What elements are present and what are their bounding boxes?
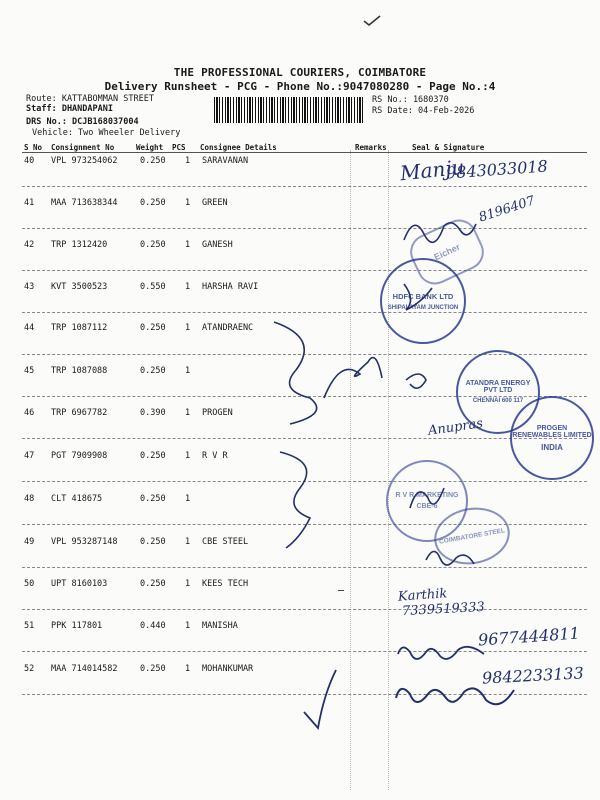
row-sno: 50 (24, 579, 35, 589)
check-mark-icon (362, 14, 382, 28)
signature-mohankumar-phone: 9842233133 (481, 663, 585, 688)
row-sno: 44 (24, 323, 35, 333)
row-consignment: KVT 3500523 (51, 282, 108, 292)
row-pcs: 1 (185, 366, 191, 376)
row-divider (22, 270, 587, 271)
company-title: THE PROFESSIONAL COURIERS, COIMBATORE (173, 66, 427, 79)
row-pcs: 1 (185, 240, 191, 250)
cbe-steel-stamp-text: COIMBATORE STEEL (438, 526, 506, 546)
handwritten-scribble (250, 318, 450, 428)
row-pcs: 1 (185, 408, 191, 418)
row-pcs: 1 (185, 451, 191, 461)
handwritten-signature (390, 678, 520, 718)
header-divider (22, 152, 587, 153)
row-weight: 0.250 (140, 156, 166, 166)
row-divider (22, 567, 587, 568)
row-sno: 48 (24, 494, 35, 504)
row-divider (22, 651, 587, 652)
row-weight: 0.250 (140, 451, 166, 461)
rs-number: RS No.: 1680370 (372, 95, 449, 105)
col-weight: Weight (136, 143, 164, 152)
rvr-stamp-code: CBE-6 (416, 503, 438, 510)
signature-manju-phone: 9843033018 (445, 156, 549, 183)
row-consignment: TRP 1087112 (51, 323, 108, 333)
row-weight: 0.250 (140, 323, 166, 333)
col-remarks: Remarks (355, 143, 387, 152)
eicher-stamp-text: Eicher (432, 241, 462, 263)
atandra-stamp-title: ATANDRA ENERGY PVT LTD (465, 380, 531, 394)
row-consignee: GANESH (202, 240, 233, 250)
row-pcs: 1 (185, 537, 191, 547)
col-pcs: PCS (172, 143, 186, 152)
row-consignment: MAA 714014582 (51, 664, 118, 674)
row-weight: 0.390 (140, 408, 166, 418)
row-consignee: GREEN (202, 198, 228, 208)
row-weight: 0.250 (140, 198, 166, 208)
row-sno: 45 (24, 366, 35, 376)
row-sno: 47 (24, 451, 35, 461)
row-pcs: 1 (185, 198, 191, 208)
row-sno: 46 (24, 408, 35, 418)
signature-green-phone: 8196407 (477, 193, 537, 226)
barcode (214, 97, 364, 123)
row-pcs: 1 (185, 282, 191, 292)
row-divider (22, 228, 587, 229)
row-consignment: TRP 6967782 (51, 408, 108, 418)
signature-karthik-phone: 7339519333 (401, 599, 486, 620)
drs-number: DRS No.: DCJB168037004 (26, 117, 139, 127)
col-consignee: Consignee Details (200, 143, 277, 152)
row-sno: 42 (24, 240, 35, 250)
row-consignment: VPL 953287148 (51, 537, 118, 547)
handwritten-signature (420, 540, 480, 574)
vehicle: Vehicle: Two Wheeler Delivery (32, 128, 181, 138)
row-divider (22, 438, 587, 439)
row-pcs: 1 (185, 156, 191, 166)
runsheet-title: Delivery Runsheet - PCG - Phone No.:9047080280 - Page No.:4 (104, 80, 496, 93)
row-weight: 0.250 (140, 366, 166, 376)
row-divider (22, 186, 587, 187)
col-consignment: Consignment No (51, 143, 115, 152)
row-sno: 41 (24, 198, 35, 208)
row-weight: 0.250 (140, 664, 166, 674)
row-consignment: TRP 1312420 (51, 240, 108, 250)
rvr-stamp-title: R V R MARKETING (395, 492, 459, 499)
route: Route: KATTABOMMAN STREET (26, 94, 154, 104)
row-consignment: VPL 973254062 (51, 156, 118, 166)
signature-progen: Anupras (427, 416, 484, 439)
col-sno: S No (24, 143, 43, 152)
table-row (0, 282, 600, 298)
row-sno: 52 (24, 664, 35, 674)
handwritten-signature (404, 478, 454, 518)
row-pcs: 1 (185, 621, 191, 631)
row-consignee: ATANDRAENC (202, 323, 254, 333)
row-sno: 49 (24, 537, 35, 547)
row-consignee: CBE STEEL (202, 537, 249, 547)
progen-stamp (510, 396, 594, 480)
row-consignment: MAA 713638344 (51, 198, 118, 208)
row-pcs: 1 (185, 323, 191, 333)
row-sno: 43 (24, 282, 35, 292)
hdfc-stamp-branch: SHIPALAYAM JUNCTION (387, 304, 459, 311)
progen-stamp-country: INDIA (541, 442, 563, 452)
row-consignee: MOHANKUMAR (202, 664, 254, 674)
row-consignment: PGT 7909908 (51, 451, 108, 461)
rs-date: RS Date: 04-Feb-2026 (372, 106, 475, 116)
row-consignee: SARAVANAN (202, 156, 249, 166)
signature-manisha-phone: 9677444811 (477, 623, 581, 650)
col-seal: Seal & Signature (412, 143, 485, 152)
signature-karthik-name: Karthik (397, 586, 448, 605)
row-divider (22, 609, 587, 610)
row-pcs: 1 (185, 579, 191, 589)
row-consignee: KEES TECH (202, 579, 249, 589)
row-weight: 0.550 (140, 282, 166, 292)
row-weight: 0.250 (140, 537, 166, 547)
row-consignment: PPK 117801 (51, 621, 103, 631)
hdfc-stamp-title: HDFC BANK LTD (392, 291, 454, 301)
check-mark-icon (296, 664, 346, 734)
table-row (0, 240, 600, 256)
row-sno: 40 (24, 156, 35, 166)
row-consignee: HARSHA RAVI (202, 282, 259, 292)
signature-manju-name: Manju (398, 154, 466, 186)
stray-mark (338, 590, 344, 591)
progen-stamp-title: PROGEN RENEWABLES LIMITED (512, 424, 592, 439)
table-row (0, 579, 600, 595)
row-divider (22, 312, 587, 313)
row-consignment: CLT 418675 (51, 494, 103, 504)
row-weight: 0.250 (140, 494, 166, 504)
atandra-stamp-city: CHENNAI 600 117 (472, 398, 524, 404)
staff: Staff: DHANDAPANI (26, 104, 113, 114)
row-weight: 0.250 (140, 579, 166, 589)
row-pcs: 1 (185, 664, 191, 674)
row-sno: 51 (24, 621, 35, 631)
row-consignment: UPT 8160103 (51, 579, 108, 589)
row-consignee: R V R (202, 451, 228, 461)
row-weight: 0.440 (140, 621, 166, 631)
handwritten-scribble (270, 448, 330, 558)
row-consignee: MANISHA (202, 621, 238, 631)
row-pcs: 1 (185, 494, 191, 504)
row-consignment: TRP 1087088 (51, 366, 108, 376)
row-weight: 0.250 (140, 240, 166, 250)
row-consignee: PROGEN (202, 408, 233, 418)
handwritten-signature (398, 280, 438, 314)
handwritten-signature (392, 640, 492, 670)
